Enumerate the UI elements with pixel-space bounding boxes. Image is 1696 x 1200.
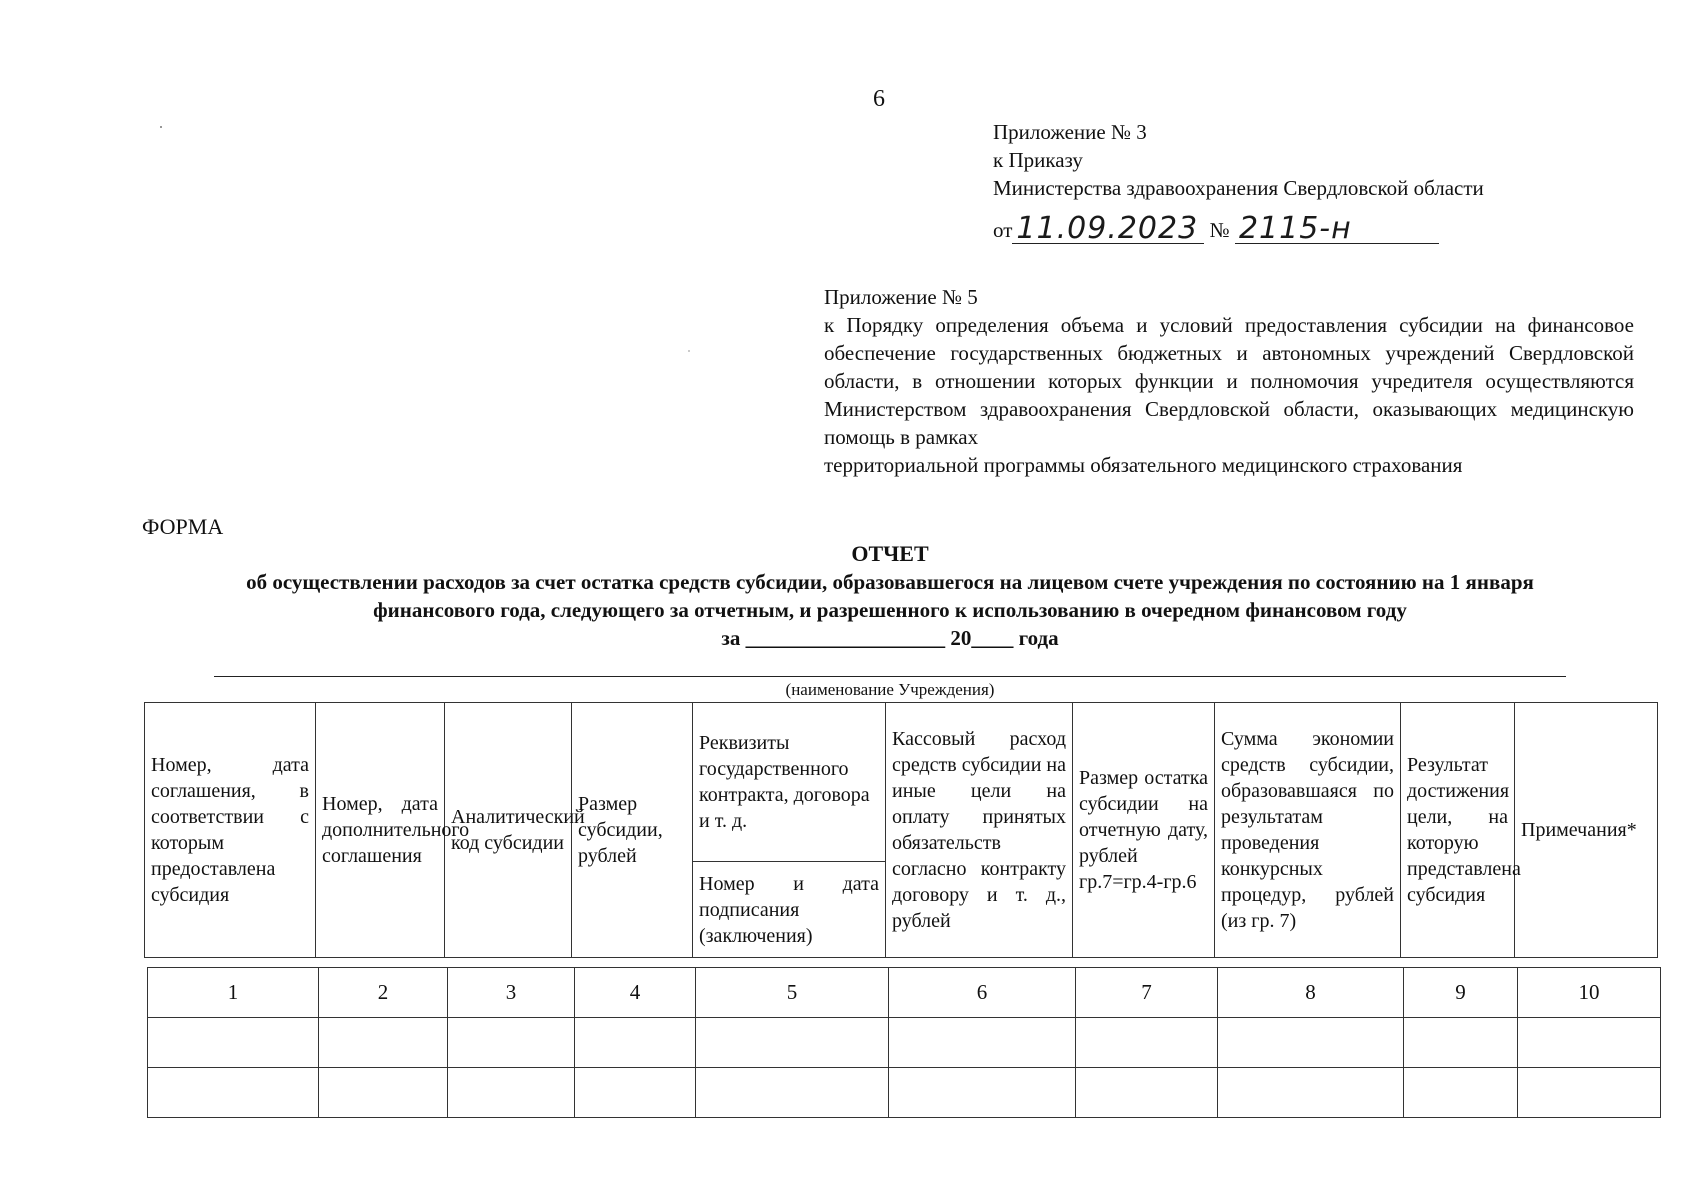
header-col-6: Кассовый расход средств субсидии на иные цели на оплату принятых обязательств согласно контракту договору и т. д., рублей [886,703,1073,958]
table-cell [319,1068,448,1118]
header-col-1: Номер, дата соглашения, в соответствии с которым предоставлена субсидия [145,703,316,958]
scan-speck [160,126,162,128]
number-label: № [1209,218,1230,242]
header-col-9: Результат достижения цели, на которую представлена субсидия [1401,703,1515,958]
empty-data-row [148,1068,1661,1118]
column-number: 1 [148,968,319,1018]
appendix-3-date-number-row [993,211,1484,246]
appendix-3-block [993,118,1484,244]
appendix-3-title: Приложение № 3 [993,120,1147,144]
page-number: 6 [873,86,885,112]
column-number: 5 [696,968,889,1018]
order-number-handwritten: 2115-н [1238,211,1352,246]
table-cell [448,1068,575,1118]
empty-data-row [148,1018,1661,1068]
table-cell [1404,1018,1518,1068]
table-cell [448,1018,575,1068]
scan-speck [688,350,690,352]
table-cell [1076,1018,1218,1068]
header-col-10: Примечания* [1515,703,1658,958]
table-cell [889,1018,1076,1068]
appendix-3-ministry: Министерства здравоохранения Свердловской области [993,176,1484,200]
table-cell [148,1068,319,1118]
header-col-4: Размер субсидии, рублей [572,703,693,958]
column-number: 7 [1076,968,1218,1018]
table-cell [1218,1018,1404,1068]
table-cell [319,1018,448,1068]
order-date-handwritten: 11.09.2023 [1016,211,1199,246]
header-col-7: Размер остатка субсидии на отчетную дату, рублей гр.7=гр.4-гр.6 [1073,703,1215,958]
table-cell [1518,1068,1661,1118]
header-col-5-bottom: Номер и дата подписания (заключения) [693,862,886,958]
table-cell [696,1068,889,1118]
column-number: 3 [448,968,575,1018]
table-cell [1076,1068,1218,1118]
header-col-8: Сумма экономии средств субсидии, образовавшаяся по результатам проведения конкурсных процедур, рублей (из гр. 7) [1215,703,1401,958]
appendix-5-body: к Порядку определения объема и условий предоставления субсидии на финансовое обеспечение государственных бюджетных и автономных учреждений Свердловской области, в отношении которых функции и полномочия учредителя осуществляются Министерством здравоохранения Свердловской области, оказывающих медицинскую помощь в рамках [824,313,1634,449]
table-cell [575,1018,696,1068]
column-number: 9 [1404,968,1518,1018]
column-number: 8 [1218,968,1404,1018]
order-date-line [1012,211,1204,246]
column-number: 10 [1518,968,1661,1018]
appendix-5-title: Приложение № 5 [824,285,978,309]
report-subtitle-line1: об осуществлении расходов за счет остатка средств субсидии, образовавшегося на лицевом счете учреждения по состоянию на 1 января [246,570,1534,594]
appendix-5-last-line: территориальной программы обязательного медицинского страхования [824,453,1463,477]
report-header-table [144,702,1658,958]
table-cell [575,1068,696,1118]
table-cell [1218,1068,1404,1118]
institution-caption: (наименование Учреждения) [785,680,995,699]
table-cell [1404,1068,1518,1118]
column-number-row [148,968,1661,1018]
appendix-5-block [824,283,1634,479]
column-number: 2 [319,968,448,1018]
table-cell [696,1018,889,1068]
table-cell [1518,1018,1661,1068]
report-title: ОТЧЕТ [851,541,929,566]
report-title-block [140,540,1640,652]
table-cell [148,1018,319,1068]
order-number-line [1235,211,1439,246]
report-subtitle-line2: финансового года, следующего за отчетным, и разрешенного к использованию в очередном финансовом году [373,598,1407,622]
table-cell [889,1068,1076,1118]
header-col-5-top: Реквизиты государственного контракта, договора и т. д. [693,703,886,862]
forma-label: ФОРМА [142,514,224,539]
report-data-table [147,967,1661,1118]
column-number: 6 [889,968,1076,1018]
header-col-2: Номер, дата дополнительного соглашения [316,703,445,958]
column-number: 4 [575,968,696,1018]
header-col-3: Аналитический код субсидии [445,703,572,958]
report-period: за ___________________ 20____ года [721,626,1059,650]
appendix-3-order-ref: к Приказу [993,148,1083,172]
from-label: от [993,218,1013,242]
institution-name-line [214,676,1566,677]
